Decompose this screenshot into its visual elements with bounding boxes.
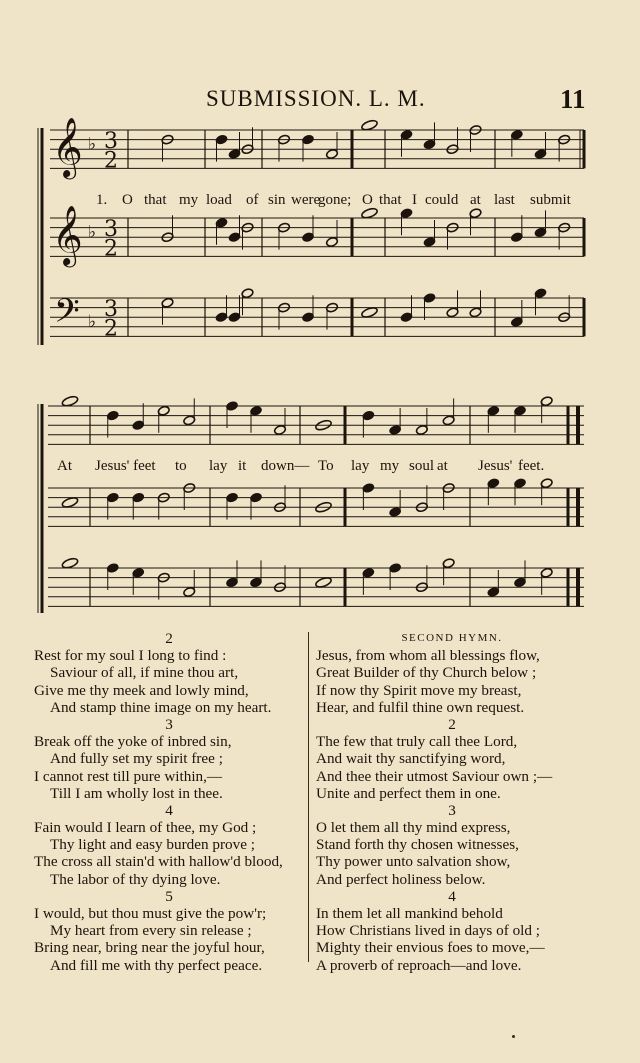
verse-line: Break off the yoke of inbred sin, <box>34 733 232 751</box>
lyric-word: Jesus' feet <box>95 458 156 474</box>
verse-line: A proverb of reproach—and love. <box>316 956 522 974</box>
verse-line: The labor of thy dying love. <box>50 870 221 888</box>
lyric-word: lay <box>351 458 370 474</box>
verse-line: And fill me with thy perfect peace. <box>50 956 263 974</box>
verses-left-column <box>34 630 304 974</box>
verse-line: How Christians lived in days of old ; <box>316 922 541 940</box>
verse-line: The cross all stain'd with hallow'd blood, <box>34 853 283 871</box>
lyric-word: that <box>144 192 167 208</box>
key-flat: ♭ <box>88 312 97 332</box>
verse-line: Jesus, from whom all blessings flow, <box>316 647 540 665</box>
lyric-word: my <box>179 192 199 208</box>
verses-right-column <box>316 630 588 974</box>
lyric-word: it <box>238 458 247 474</box>
page-number: 11 <box>560 84 586 114</box>
lyric-word: To <box>318 458 334 474</box>
lyric-word: my <box>380 458 400 474</box>
verse-line: Bring near, bring near the joyful hour, <box>34 939 265 957</box>
verse-line: Stand forth thy chosen witnesses, <box>316 836 519 854</box>
time-signature: 3 <box>104 297 118 323</box>
lyric-word: O <box>362 192 373 208</box>
verse-line: Unite and perfect them in one. <box>316 784 501 802</box>
time-signature: 2 <box>104 148 118 174</box>
verse-line: Till I am wholly lost in thee. <box>50 784 223 802</box>
verse-line: And stamp thine image on my heart. <box>50 698 272 716</box>
lyric-word: submit <box>530 192 571 208</box>
lyric-word: down— <box>261 458 310 474</box>
lyric-word: I <box>412 192 417 208</box>
verse-line: Give me thy meek and lowly mind, <box>34 681 249 699</box>
lyric-line <box>0 192 640 212</box>
time-signature: 2 <box>104 316 118 342</box>
verse-line: Fain would I learn of thee, my God ; <box>34 819 257 837</box>
verse-line: Great Builder of thy Church below ; <box>316 664 537 682</box>
lyric-word: that <box>379 192 402 208</box>
verse-line: If now thy Spirit move my breast, <box>316 681 522 699</box>
lyric-word: last <box>494 192 515 208</box>
verse-line: Saviour of all, if mine thou art, <box>50 664 239 682</box>
time-signature: 3 <box>104 217 118 243</box>
verse-number: 5 <box>165 887 173 905</box>
lyric-word: sin <box>268 192 286 208</box>
lyric-word: at <box>437 458 448 474</box>
music-notation <box>0 398 640 628</box>
verse-line: The few that truly call thee Lord, <box>316 733 518 751</box>
lyric-word: to <box>175 458 187 474</box>
page-header <box>0 86 640 116</box>
verse-number: 2 <box>165 630 173 647</box>
lyric-word: were <box>291 192 321 208</box>
lyric-word: feet. <box>518 458 545 474</box>
verse-line: Rest for my soul I long to find : <box>34 647 227 665</box>
lyric-word: of <box>246 192 259 208</box>
final-bar <box>576 406 580 444</box>
lyric-word: could <box>425 192 459 208</box>
lyric-word: At <box>57 458 72 474</box>
verse-number: 4 <box>448 887 456 905</box>
music-notation <box>0 117 640 360</box>
lyric-word: lay <box>209 458 228 474</box>
verse-line: Thy light and easy burden prove ; <box>50 836 255 854</box>
time-signature: 2 <box>104 236 118 262</box>
verse-line: And fully set my spirit free ; <box>50 750 223 768</box>
verse-number: 3 <box>448 801 456 819</box>
music-system-2 <box>0 398 640 628</box>
verse-line: And wait thy sanctifying word, <box>316 750 506 768</box>
verse-line: I would, but thou must give the pow'r; <box>34 905 267 922</box>
lyric-word: gone; <box>318 192 352 208</box>
verse-line: In them let all mankind behold <box>316 905 503 922</box>
treble-clef: 𝄞 <box>52 117 83 178</box>
lyric-word: 1. <box>96 192 108 208</box>
verse-number: 3 <box>165 715 173 733</box>
verse-line: Thy power unto salvation show, <box>316 853 511 871</box>
final-bar <box>576 488 580 526</box>
section-heading: SECOND HYMN. <box>401 632 503 644</box>
verse-line: And perfect holiness below. <box>316 870 486 888</box>
time-signature: 3 <box>104 129 118 155</box>
lyric-word: O <box>122 192 133 208</box>
music-system-1 <box>0 117 640 360</box>
verse-number: 4 <box>165 801 173 819</box>
print-speck <box>512 1035 515 1038</box>
treble-clef: 𝄞 <box>52 205 83 266</box>
final-bar <box>576 568 580 606</box>
column-divider <box>308 632 309 962</box>
key-flat: ♭ <box>88 134 97 155</box>
lyric-line <box>0 458 640 478</box>
verse-number: 2 <box>448 715 456 733</box>
hymn-title: SUBMISSION. L. M. <box>206 86 426 111</box>
bass-clef: 𝄢 <box>54 292 80 339</box>
lyric-word: at <box>470 192 481 208</box>
lyric-word: Jesus' <box>478 458 513 474</box>
key-flat: ♭ <box>88 222 97 243</box>
verse-line: Hear, and fulfil thine own request. <box>316 698 525 716</box>
verse-line: And thee their utmost Saviour own ;— <box>316 767 553 785</box>
verse-line: O let them all thy mind express, <box>316 819 511 837</box>
lyric-word: soul <box>409 458 435 474</box>
lyric-word: load <box>206 192 232 208</box>
verse-line: My heart from every sin release ; <box>50 922 252 940</box>
verse-line: I cannot rest till pure within,— <box>34 767 223 785</box>
verse-line: Mighty their envious foes to move,— <box>316 939 545 957</box>
